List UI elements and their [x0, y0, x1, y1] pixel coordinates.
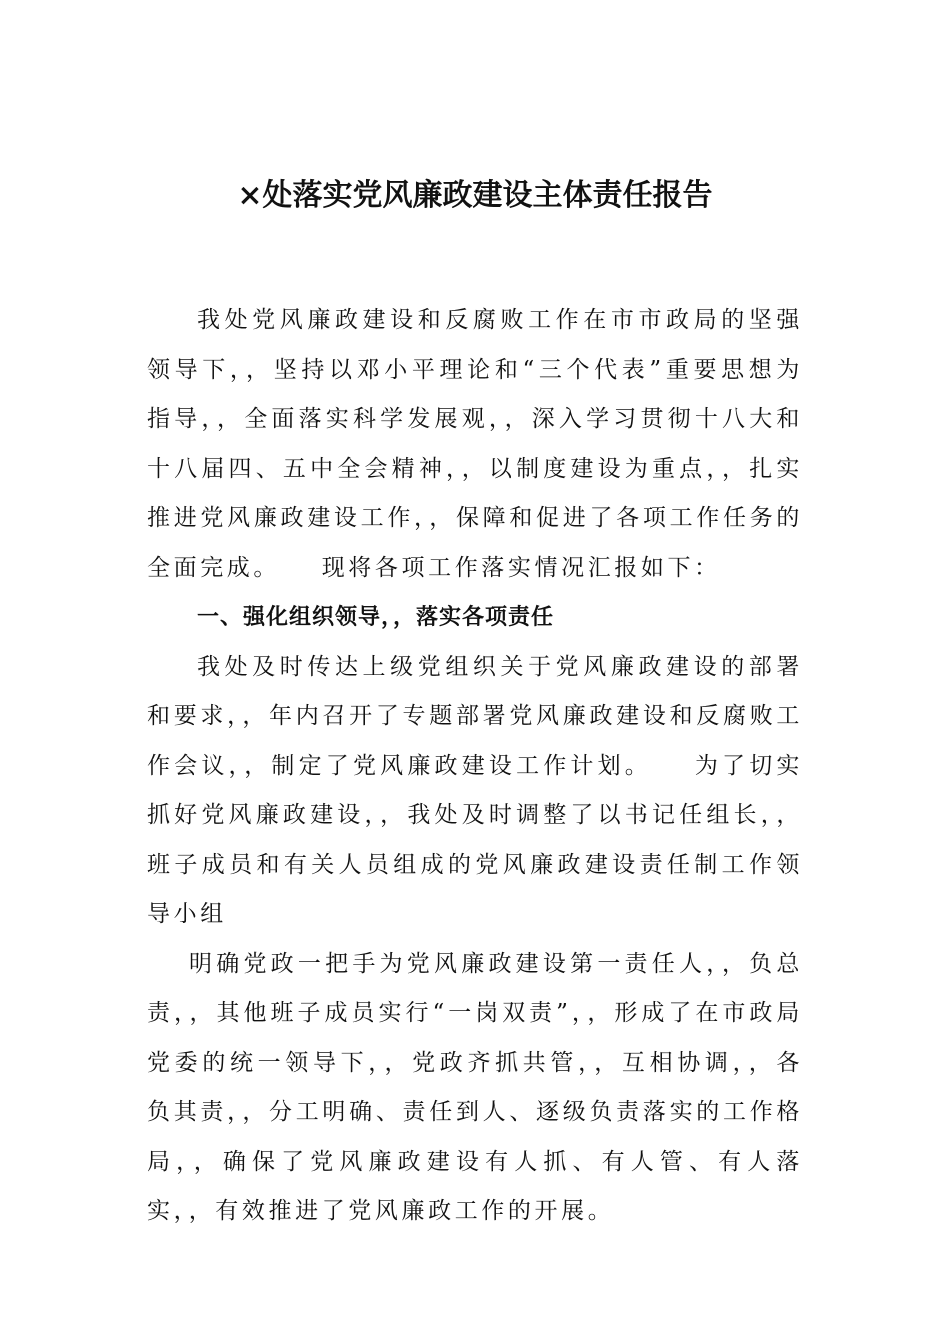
paragraph-intro: 我处党风廉政建设和反腐败工作在市市政局的坚强领导下，，坚持以邓小平理论和“三个代表”重要思想为指导，，全面落实科学发展观，，深入学习贯彻十八大和十八届四、五中全会精神，，以制度建设为重点，，扎实推进党风廉政建设工作，，保障和促进了各项工作任务的全面完成。 现将各项工作落实情况汇报如下：: [147, 307, 803, 581]
paragraph-section-1-continued: 明确党政一把手为党风廉政建设第一责任人，，负总责，，其他班子成员实行“一岗双责”，，形成了在市政局党委的统一领导下，，党政齐抓共管，，互相协调，，各负其责，，分工明确、责任到人、逐级负责落实的工作格局，，确保了党风廉政建设有人抓、有人管、有人落实，，有效推进了党风廉政工作的开展。: [147, 950, 803, 1224]
document-body: [147, 296, 803, 1237]
document-title: ×处落实党风廉政建设主体责任报告: [237, 178, 713, 213]
paragraph-section-1: 我处及时传达上级党组织关于党风廉政建设的部署和要求，，年内召开了专题部署党风廉政建设和反腐败工作会议，，制定了党风廉政建设工作计划。 为了切实抓好党风廉政建设，，我处及时调整了以书记任组长，，班子成员和有关人员组成的党风廉政建设责任制工作领导小组: [147, 653, 803, 927]
section-heading-1: 一、强化组织领导，，落实各项责任: [197, 605, 555, 630]
